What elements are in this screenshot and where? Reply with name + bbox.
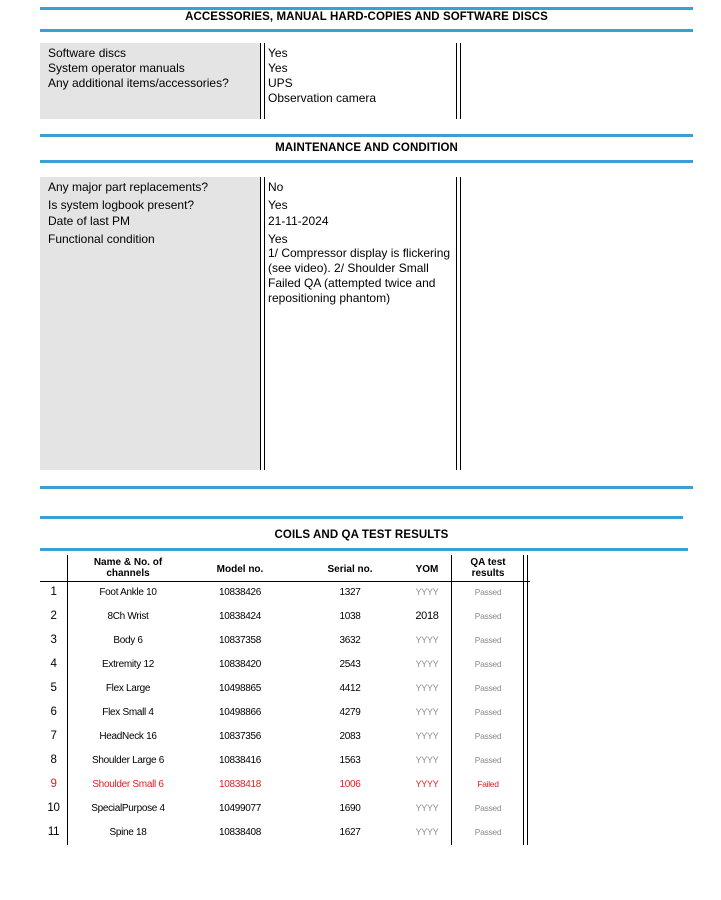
year-of-manufacture: YYYY	[415, 707, 439, 717]
year-of-manufacture: YYYY	[415, 683, 439, 693]
year-of-manufacture: YYYY	[415, 779, 439, 789]
coil-name: Body 6	[113, 634, 143, 646]
serial-no: 1038	[339, 610, 361, 622]
table-row	[40, 700, 530, 724]
year-of-manufacture: YYYY	[415, 755, 439, 765]
qa-result: Passed	[474, 755, 502, 765]
coil-name: Spine 18	[109, 826, 147, 838]
model-no: 10838418	[218, 778, 262, 790]
value-software-discs: Yes	[268, 46, 288, 60]
year-of-manufacture: YYYY	[415, 659, 439, 669]
year-of-manufacture: YYYY	[415, 803, 439, 813]
serial-no: 2543	[339, 658, 361, 670]
model-no: 10838420	[218, 658, 262, 670]
value-additional-item-camera: Observation camera	[268, 91, 377, 105]
label-software-discs: Software discs	[48, 46, 127, 60]
row-number: 2	[50, 610, 57, 622]
table-row	[40, 604, 530, 628]
table-row	[40, 580, 530, 604]
qa-result: Failed	[477, 779, 499, 789]
coil-name: 8Ch Wrist	[107, 610, 149, 622]
row-number: 9	[50, 778, 57, 790]
coil-name: Extremity 12	[102, 658, 154, 670]
serial-no: 3632	[339, 634, 361, 646]
model-no: 10837356	[218, 730, 262, 742]
value-date-last-pm: 21-11-2024	[268, 214, 329, 228]
coil-name: Flex Small 4	[102, 706, 154, 718]
value-major-part-replacements: No	[268, 180, 284, 194]
qa-result: Passed	[474, 803, 502, 813]
value-additional-item-ups: UPS	[268, 76, 293, 90]
coil-name: Shoulder Small 6	[92, 778, 164, 790]
qa-result: Passed	[474, 635, 502, 645]
model-no: 10838424	[218, 610, 262, 622]
functional-condition-notes: 1/ Compressor display is flickering (see video). 2/ Shoulder Small Failed QA (attempted twice and repositioning phantom)	[268, 246, 451, 305]
coil-name: HeadNeck 16	[99, 730, 157, 742]
serial-no: 1690	[339, 802, 361, 814]
label-additional-items: Any additional items/accessories?	[48, 76, 229, 90]
header-qa-results: QA test results	[470, 557, 506, 579]
header-yom: YOM	[415, 564, 439, 575]
model-no: 10498865	[218, 682, 262, 694]
row-number: 4	[50, 658, 57, 670]
row-number: 7	[50, 730, 57, 742]
value-functional-condition: Yes	[268, 232, 288, 246]
model-no: 10498866	[218, 706, 262, 718]
row-number: 10	[47, 802, 60, 814]
row-number: 11	[47, 826, 60, 838]
row-number: 1	[50, 586, 57, 598]
header-model-no: Model no.	[216, 564, 264, 575]
row-number: 6	[50, 706, 57, 718]
value-system-logbook: Yes	[268, 198, 288, 212]
table-row	[40, 772, 530, 796]
serial-no: 1563	[339, 754, 361, 766]
coil-name: Flex Large	[105, 682, 151, 694]
year-of-manufacture: YYYY	[415, 731, 439, 741]
section-title-maintenance: MAINTENANCE AND CONDITION	[275, 142, 458, 154]
row-number: 5	[50, 682, 57, 694]
serial-no: 4412	[339, 682, 361, 694]
label-major-part-replacements: Any major part replacements?	[48, 180, 209, 194]
serial-no: 1627	[339, 826, 361, 838]
model-no: 10838408	[218, 826, 262, 838]
year-of-manufacture: YYYY	[415, 827, 439, 837]
qa-result: Passed	[474, 587, 502, 597]
model-no: 10838426	[218, 586, 262, 598]
model-no: 10838416	[218, 754, 262, 766]
value-operator-manuals: Yes	[268, 61, 288, 75]
serial-no: 2083	[339, 730, 361, 742]
qa-result: Passed	[474, 659, 502, 669]
qa-result: Passed	[474, 731, 502, 741]
section-title-accessories: ACCESSORIES, MANUAL HARD-COPIES AND SOFTWARE DISCS	[185, 11, 548, 23]
year-of-manufacture: 2018	[415, 610, 439, 622]
row-number: 8	[50, 754, 57, 766]
qa-result: Passed	[474, 827, 502, 837]
year-of-manufacture: YYYY	[415, 587, 439, 597]
coil-name: SpecialPurpose 4	[91, 802, 165, 814]
label-operator-manuals: System operator manuals	[48, 61, 185, 75]
table-row	[40, 652, 530, 676]
serial-no: 1327	[339, 586, 361, 598]
table-row	[40, 820, 530, 844]
table-row	[40, 628, 530, 652]
label-functional-condition: Functional condition	[48, 232, 155, 246]
section-title-coils: COILS AND QA TEST RESULTS	[274, 529, 449, 541]
label-date-last-pm: Date of last PM	[48, 214, 131, 228]
coil-name: Foot Ankle 10	[99, 586, 157, 598]
label-system-logbook: Is system logbook present?	[48, 198, 195, 212]
table-row	[40, 676, 530, 700]
coil-name: Shoulder Large 6	[92, 754, 164, 766]
qa-result: Passed	[474, 611, 502, 621]
qa-result: Passed	[474, 683, 502, 693]
table-row	[40, 724, 530, 748]
header-serial-no: Serial no.	[327, 564, 373, 575]
serial-no: 1006	[339, 778, 361, 790]
table-row	[40, 796, 530, 820]
header-name-channels: Name & No. of channels	[93, 557, 163, 579]
qa-result: Passed	[474, 707, 502, 717]
serial-no: 4279	[339, 706, 361, 718]
table-row	[40, 748, 530, 772]
row-number: 3	[50, 634, 57, 646]
model-no: 10499077	[218, 802, 262, 814]
model-no: 10837358	[218, 634, 262, 646]
year-of-manufacture: YYYY	[415, 635, 439, 645]
